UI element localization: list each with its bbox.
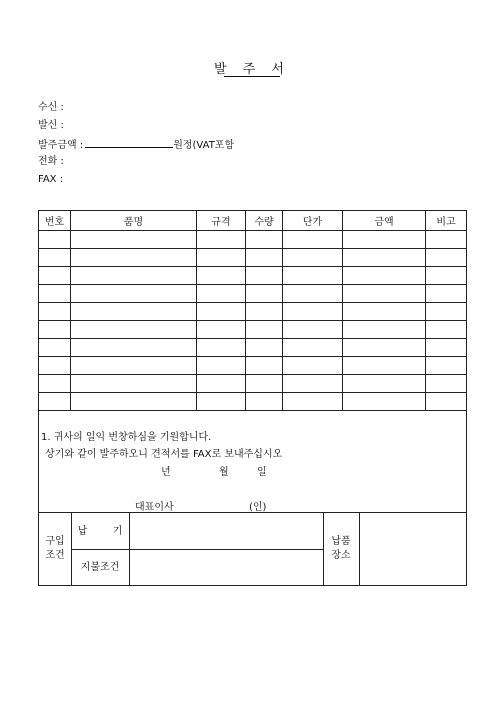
date-day-label: 일 [257,467,267,478]
table-cell[interactable] [197,339,246,357]
order-items-table [38,210,467,411]
table-cell[interactable] [426,249,467,267]
header-remarks: 비고 [426,211,467,231]
table-row [39,267,467,285]
table-cell[interactable] [71,285,197,303]
divider [71,549,323,550]
purchase-conditions-label-line1: 구입 [45,536,65,547]
header-quantity: 수량 [246,211,283,231]
table-cell[interactable] [246,339,283,357]
table-cell[interactable] [343,321,426,339]
order-amount-label: 발주금액 : [38,140,84,151]
table-cell[interactable] [39,267,71,285]
delivery-date-label: 납 기 [77,526,123,537]
table-cell[interactable] [343,303,426,321]
table-cell[interactable] [426,303,467,321]
table-cell[interactable] [283,231,343,249]
table-cell[interactable] [246,231,283,249]
header-unit-price: 단가 [283,211,343,231]
table-cell[interactable] [283,303,343,321]
table-cell[interactable] [39,357,71,375]
header-amount: 금액 [343,211,426,231]
table-cell[interactable] [426,231,467,249]
table-cell[interactable] [71,303,197,321]
table-cell[interactable] [197,285,246,303]
table-cell[interactable] [39,231,71,249]
order-amount-blank[interactable] [85,138,173,148]
table-cell[interactable] [343,285,426,303]
table-row [39,375,467,393]
table-cell[interactable] [39,375,71,393]
table-cell[interactable] [197,321,246,339]
date-year-label: 년 [161,467,171,478]
delivery-place-label-line2: 장소 [331,550,351,561]
table-cell[interactable] [283,321,343,339]
table-cell[interactable] [426,285,467,303]
table-cell[interactable] [197,267,246,285]
table-row [39,339,467,357]
table-cell[interactable] [246,375,283,393]
fax-label: FAX : [38,174,64,185]
table-cell[interactable] [39,339,71,357]
seal-label: (인) [249,502,267,513]
phone-label: 전화 : [38,156,64,167]
table-cell[interactable] [71,321,197,339]
table-cell[interactable] [283,339,343,357]
conditions-section [38,512,467,586]
table-row [39,357,467,375]
table-cell[interactable] [71,375,197,393]
table-cell[interactable] [426,357,467,375]
table-cell[interactable] [283,357,343,375]
header-number: 번호 [39,211,71,231]
divider [359,513,360,585]
table-cell[interactable] [283,249,343,267]
sender-label: 발신 : [38,120,64,131]
delivery-place-label [323,535,359,563]
table-cell[interactable] [39,321,71,339]
table-cell[interactable] [71,339,197,357]
table-cell[interactable] [426,321,467,339]
table-cell[interactable] [426,375,467,393]
table-cell[interactable] [246,303,283,321]
delivery-place-label-line1: 납품 [331,536,351,547]
notes-section [38,408,467,513]
table-row [39,303,467,321]
payment-terms-label: 지불조건 [80,562,120,573]
table-cell[interactable] [246,321,283,339]
table-cell[interactable] [246,357,283,375]
table-cell[interactable] [343,339,426,357]
table-cell[interactable] [71,249,197,267]
table-cell[interactable] [246,285,283,303]
table-cell[interactable] [71,231,197,249]
date-month-label: 월 [219,467,229,478]
table-cell[interactable] [343,249,426,267]
table-cell[interactable] [39,285,71,303]
title-underline [224,76,280,77]
table-cell[interactable] [197,249,246,267]
notes-line-1: 1. 귀사의 일익 번창하심을 기원합니다. [41,432,212,443]
table-cell[interactable] [343,375,426,393]
table-row [39,249,467,267]
table-cell[interactable] [283,285,343,303]
table-cell[interactable] [197,357,246,375]
order-amount-unit: 원정(VAT포함 [173,140,235,151]
table-cell[interactable] [343,231,426,249]
table-cell[interactable] [246,267,283,285]
recipient-label: 수신 : [38,102,64,113]
table-cell[interactable] [246,249,283,267]
table-cell[interactable] [283,375,343,393]
table-cell[interactable] [39,249,71,267]
table-row [39,321,467,339]
table-row [39,285,467,303]
document-title: 발 주 서 [214,62,290,77]
table-cell[interactable] [197,375,246,393]
order-amount-line [38,138,234,152]
table-cell[interactable] [39,303,71,321]
notes-line-2: 상기와 같이 발주하오니 견적서를 FAX로 보내주십시오 [45,449,283,460]
table-cell[interactable] [71,267,197,285]
table-cell[interactable] [426,339,467,357]
table-cell[interactable] [283,267,343,285]
purchase-conditions-label-line2: 조건 [45,550,65,561]
header-item-name: 품명 [71,211,197,231]
table-cell[interactable] [197,231,246,249]
table-cell[interactable] [197,303,246,321]
purchase-conditions-label [39,535,71,563]
table-body [39,231,467,411]
table-cell[interactable] [343,267,426,285]
header-spec: 규격 [197,211,246,231]
table-row [39,231,467,249]
table-cell[interactable] [426,267,467,285]
representative-label: 대표이사 [135,502,174,513]
table-cell[interactable] [71,357,197,375]
table-cell[interactable] [343,357,426,375]
table-header-row [39,211,467,231]
